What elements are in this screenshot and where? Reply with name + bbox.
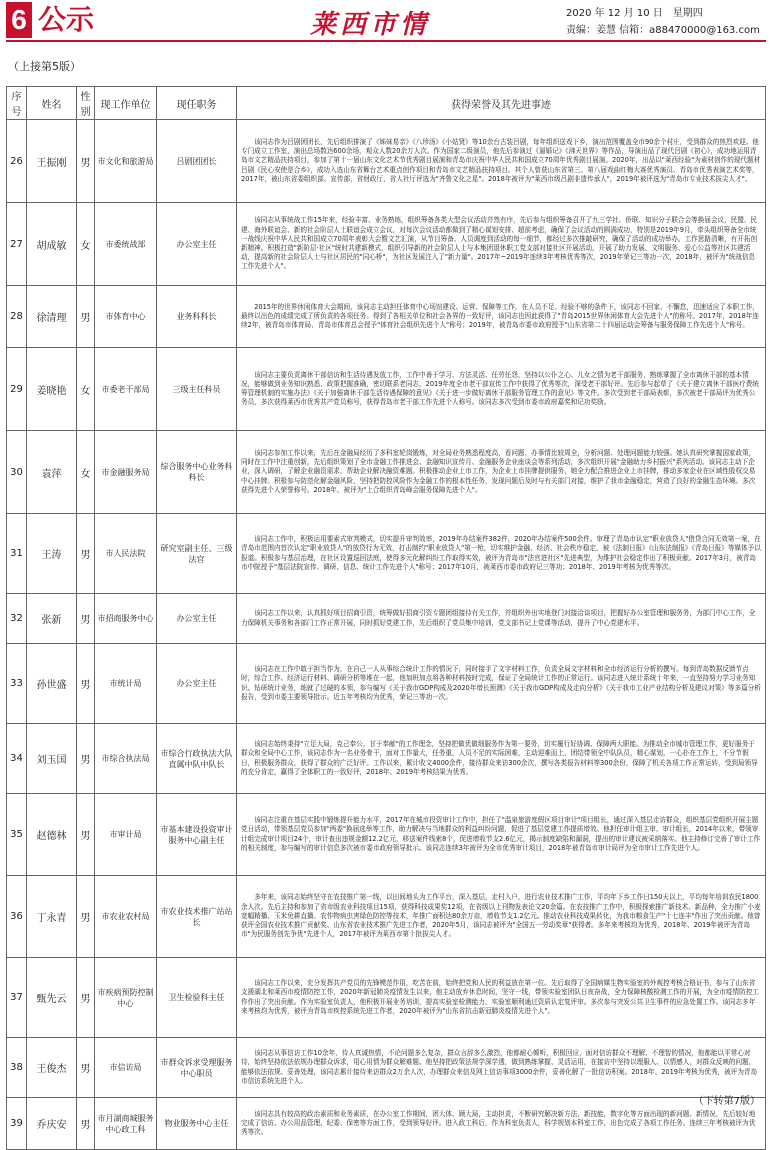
header-name: 姓名 <box>27 87 77 120</box>
row-deeds: 该同志在工作中敢于担当作为，在自己一人从事综合统计工作的情况下，同时接手了文字材料工作，负责全局文字材料和全市经济运行分析的撰写。每到青岛数据反馈节点时，综合工作、经济运行材料、调研分析等堆在一起，他加班加点将各种材料按时完成，保证了全局统计工作的正常运行。该同志进入统计系统十年来，一直坚持努力学习业务知识、钻研统计业务，练就了过硬的本领，参与编写《关于我市GDP构成及2020年增长预测》《关于我市GDP构成及走向分析》《关于我市工业产业结构分析及建议对策》等多篇分析报告，受到市委主要领导批示。近五年考核均为优秀，荣记三等功一次。 <box>237 644 766 724</box>
row-name: 赵德林 <box>27 794 77 876</box>
row-deeds: 该同志注重在基层实践中锻炼提升能力水平，2017年在城市投资审计工作中，担任了"温泉旅游度假区项目审计"项目组长，通过深入基层走访群众，组织基层党组织开展主题党日活动，带领基层党员参加"两委"换届选举等工作，助力解决与当地群众的利益纠纷问题，促进了基层党建工作提质增效。他担任审计组主审、审计组长，2014年以来，带领审计组完成审计项目24个，审计查出违规金额12.2亿元，移送案件线索8个，促进增收节支2.6亿元，揭示制度缺陷和漏洞，提出的审计建议被采纳落实。他主持修订完善了审计工作的相关制度，参与编写的审计信息多次被市委市政府领导批示。该同志连续3年被评为全市优秀审计项目，2018年被青岛市审计局评为全市审计工作先进个人。 <box>237 794 766 876</box>
table-row <box>7 794 766 876</box>
row-no: 39 <box>7 1098 27 1150</box>
table-row <box>7 724 766 794</box>
row-deeds: 该同志工作以来，充分发挥共产党员的先锋模范作用，吃苦在前，始终把党和人民的利益放在第一位。先后取得了全国病媒生物实验室的外观控考核合格证书，参与了山东省支援湖北和莱西市疫情防控工作，2020年新冠肺炎疫情发生以来，他主动放弃休息时间，坚守一线，带领实验室团队日夜奋战，全力保障核酸检测工作的开展，为全市疫情防控工作作出了突出贡献。作为实验室负责人，他积极开展业务培训，提高实验室检测能力，实验室顺利通过资质认定复评审。多次参与突发公共卫生事件的应急处置工作。该同志多年来考核均为优秀，被评为青岛市疾控系统先进工作者，2020年被评为"山东省抗击新冠肺炎疫情先进个人"。 <box>237 958 766 1038</box>
row-no: 37 <box>7 958 27 1038</box>
row-name: 徐清理 <box>27 286 77 348</box>
row-position: 吕剧团团长 <box>157 120 237 203</box>
row-unit: 市信访局 <box>95 1038 157 1098</box>
editor-info: 责编：姜慧 信箱：a88470000@163.com <box>566 25 760 36</box>
header-gender: 性别 <box>77 87 95 120</box>
continued-to: （下转第7版） <box>693 1096 760 1107</box>
row-deeds: 该同志从事信访工作10余年，待人真诚热情，不论问题多么复杂，群众言辞多么激烈，他都耐心倾听，积极回应，面对信访群众不理解、不理智的情况，他都能以平常心对待，始终坚持依法依规办理群众诉求，用心用情为群众解难题。他坚持把政策法规学深学透，做到熟练掌握、灵活运用，在接访中坚持以理服人、以情感人，对群众反映的问题，能够依法依规、妥善处理，该同志累计接待来访群众2万余人次，办理群众来信及网上信访事项3000余件，妥善化解了一批信访积案。2018年、2019年考核为优秀，被评为青岛市信访系统先进个人。 <box>237 1038 766 1098</box>
row-name: 王涛 <box>27 514 77 594</box>
row-position: 研究室副主任、三级法官 <box>157 514 237 594</box>
row-gender: 男 <box>77 286 95 348</box>
row-position: 市群众诉求受理服务中心职员 <box>157 1038 237 1098</box>
header-no: 序号 <box>7 87 27 120</box>
table-row <box>7 431 766 514</box>
row-gender: 女 <box>77 348 95 431</box>
row-deeds: 2015年的世界休闲体育大会期间，该同志主动担任体育中心场馆建设、运营、保障等工作，在人员不足、经验不够的条件下，该同志不回家、不懈怠，迅速适应了本职工作，最终以出色的成绩完成了所负责的各项任务。得到了各相关单位和社会各界的一致好评，该同志也因此获得了"青岛2015世界休闲体育大会先进个人"的称号。2017年，2018年连续2年，被青岛市体育局、青岛市体育总会授予"体育社会组织先进个人"称号；2019年，被青岛市委市政府授予"山东省第二十四届运动会筹备与服务保障工作先进个人"称号。 <box>237 286 766 348</box>
row-gender: 男 <box>77 876 95 958</box>
row-name: 孙世盛 <box>27 644 77 724</box>
row-no: 26 <box>7 120 27 203</box>
issue-date: 2020 年 12 月 10 日 星期四 <box>566 8 703 19</box>
row-gender: 男 <box>77 958 95 1038</box>
row-deeds: 该同志工作中，积极运用要素式审判模式，切实提升审判效率，2019年办结案件382件，2020年办结案件500余件。审理了青岛市认定"职业放贷人"借贷合同无效第一案，在青岛市范围内首次认定"职业放贷人"的放贷行为无效，打击制约"职业放贷人"第一枪，切实维护金融、经济、社会秩序稳定，被《法制日报》《山东法制报》《青岛日报》等媒体予以报道。积极参与基层治理，在社区设置巡回法庭，使得多元化解纠纷工作取得实效，被评为青岛市"法官进社区"先进典型，为维护社会稳定作出了积极贡献。2017年3月，被青岛市中院授予"基层法院宣传、调研、信息、统计工作先进个人"称号；2017年10月，被莱西市委市政府记三等功；2018年、2019年考核为优秀等次。 <box>237 514 766 594</box>
row-deeds: 该同志作为吕剧团团长，先后组织排演了《姊妹易亲》《八珍汤》《小姑贤》等10余台古装吕剧，每年组织送戏下乡，演出范围覆盖全市90余个村庄，受到群众的热烈欢迎。他专门成立工作室，演出总场数达600余场，观众人数20余万人次。作为国家二级演员，他先后参演过《逼婚记》《沸天世界》等作品，导演出品了现代吕剧《初心》，成功地运用青岛市文艺精品扶持项目，参加了第十一届山东文化艺术节优秀剧目展演和青岛市庆祝中华人民共和国成立70周年优秀剧目展演。2020年，出品以"莱西经验"为素材创作的现代题材吕剧《民心安使是合乡》，成功入选山东省舞台艺术重点创作项目和青岛市文艺精品扶持项目。其个人曾获山东省第三、第八届戏曲红梅大赛优秀演员、青岛市优秀表演艺术奖等，2017年，被山东省委组织部、宣传部，省财政厅、省人社厅评选为"齐鲁文化之星"。2018年被评为"莱西市级吕剧非遗传承人"，2019年被评选为"青岛市专业技术拔尖人才"。 <box>237 120 766 203</box>
table-row <box>7 876 766 958</box>
row-name: 王振刚 <box>27 120 77 203</box>
row-unit: 市委统战部 <box>95 203 157 286</box>
header-rule <box>6 40 766 42</box>
row-unit: 市月湖商城服务中心政工科 <box>95 1098 157 1150</box>
row-deeds: 该同志参加工作以来，先后在金融局经历了多科室轮岗锻炼，对全局业务熟悉程度高，看问题、办事情比较周全，分析问题、处理问题能力较强。她认真研究掌握国家政策，同时在工作中注重创新，先后组织策划了全市金融工作推进会、金融知识宣传月、金融服务企业座谈会等系列活动，多次组织开展"金融助力乡村振兴"系列活动。该同志主动下企业，深入调研，了解企业融资需求，帮助企业解决融资难题。积极推动企业上市工作，为企业上市挂牌提供服务，她全力配合推进企业上市挂牌，推动多家企业在区域性股权交易中心挂牌。积极参与防范化解金融风险，坚持把防控风险作为金融工作的根本性任务，发现问题后及时与有关部门对接，维护了我市金融稳定，营造了良好的金融生态环境。多次获得先进个人荣誉称号。2018年，被评为"上合组织青岛峰会服务保障先进个人"。 <box>237 431 766 514</box>
row-deeds: 该同志工作以来，认真抓好项目招商引资，统筹做好招商引资专题团组接待有关工作，并组织外出实地登门对接洽谈项目，把握好办公室管理和服务务，为部门中心工作，全力保障机关事务和各部门工作正常开展，同时抓好党建工作，先后组织了党员集中培训，党支部书记上党课等活动，提升了中心党建水平。 <box>237 594 766 644</box>
row-no: 31 <box>7 514 27 594</box>
row-position: 市农业技术推广站站长 <box>157 876 237 958</box>
row-unit: 市委老干部局 <box>95 348 157 431</box>
row-no: 30 <box>7 431 27 514</box>
row-unit: 市疾病预防控制中心 <box>95 958 157 1038</box>
row-gender: 男 <box>77 514 95 594</box>
row-gender: 男 <box>77 724 95 794</box>
row-name: 乔庆安 <box>27 1098 77 1150</box>
row-name: 姜晓艳 <box>27 348 77 431</box>
continued-from: （上接第5版） <box>8 60 81 73</box>
row-gender: 男 <box>77 120 95 203</box>
table-row <box>7 644 766 724</box>
row-unit: 市统计局 <box>95 644 157 724</box>
row-unit: 市招商服务中心 <box>95 594 157 644</box>
row-gender: 女 <box>77 203 95 286</box>
row-position: 三级主任科员 <box>157 348 237 431</box>
honor-table <box>6 86 766 1150</box>
row-unit: 市体育中心 <box>95 286 157 348</box>
row-deeds: 该同志始终秉持"立足大局，克己奉公，甘于奉献"的工作理念，坚持把做优做细服务作为第一要务，切实履行好协调、保障两大职能。为推动全市城市管理工作，更好服务于群众和全局中心工作，该同志作为一名业务骨干，面对工作量大，任务重，人员不足的实际困难，主动迎难而上，团结带领全中队队员，精心谋划，一心扑在工作上，不分节假日，积极服务群众，获得了群众的广泛好评。工作以来，累计收文4000余件，接待群众来访300余次，撰写各类报告材料等300余份，保障了机关各项工作正常运转，受到局领导的充分肯定，赢得了全体职工的一致好评，2018年、2019年考核结果为优秀。 <box>237 724 766 794</box>
table-row <box>7 514 766 594</box>
table-row <box>7 1038 766 1098</box>
row-name: 丁永青 <box>27 876 77 958</box>
row-unit: 市文化和旅游局 <box>95 120 157 203</box>
row-unit: 市金融服务局 <box>95 431 157 514</box>
row-unit: 市综合执法局 <box>95 724 157 794</box>
row-position: 物业服务中心主任 <box>157 1098 237 1150</box>
row-deeds: 该同志主要负责离休干部信访和生活待遇发放工作，工作中善于学习、方法灵活、任劳任怨，坚持以公仆之心、儿女之情为老干部服务，熟练掌握了全市离休干部的基本情况，能够做到业务知识熟悉、政策把握准确，密切联系老同志，2019年度全市老干部宣传工作中获得了优秀等次，深受老干部好评。先后参与起草了《关于建立离休干部医疗费统筹管理机制的实施办法》《关于加强离休干部生活待遇保障的意见》《关于进一步做好离休干部服务管理工作的意见》等文件。多次受到老干部局表彰，多次被老干部局评为优秀公务员，多次获得莱西市优秀共产党员称号，获得青岛市老干部工作先进个人称号。该同志多次受到市委市政府嘉奖和记功奖励。 <box>237 348 766 431</box>
header-unit: 现工作单位 <box>95 87 157 120</box>
row-no: 36 <box>7 876 27 958</box>
row-name: 王俊杰 <box>27 1038 77 1098</box>
header-position: 现任职务 <box>157 87 237 120</box>
row-no: 38 <box>7 1038 27 1098</box>
row-name: 袁萍 <box>27 431 77 514</box>
row-name: 胡成敏 <box>27 203 77 286</box>
row-gender: 男 <box>77 1038 95 1098</box>
row-no: 32 <box>7 594 27 644</box>
row-gender: 男 <box>77 644 95 724</box>
row-gender: 男 <box>77 594 95 644</box>
row-gender: 男 <box>77 794 95 876</box>
row-deeds: 该同志从事统战工作15年来，经验丰富、业务熟练，组织筹备各类大型会议活动井然有序，先后参与组织筹备召开了九三学社、侨联、知识分子联合会等换届会议，民盟、民建、海外联谊会、新的社会阶层人士联谊会成立会议，对每次会议活动都做到了精心谋划安排、超前考虑，确保了会议活动的圆满成功，特别是2019年9月，牵头组织筹备全市统一战线庆祝中华人民共和国成立70周年表彰大会暨文艺汇演，从节目筹备、人员调度到活动的每一细节，都经过多次推敲研究，确保了活动的成功举办。工作思路清晰，有开拓创新精神。积极打造"新阶层·社区"统时共建新模式，组织引导新的社会阶层人士与本集团退休职工党支部对接社区开展活动，开展了助力发展、文明服务、爱心公益等社区共建活动，提高新的社会阶层人士与社区居民的"同心桥"，为社区发展注入了"新力量"。2017年~2019年连续3年考核优秀等次，2019年荣记三等功一次，2018年，被评为"统战信息工作先进个人"。 <box>237 203 766 286</box>
row-no: 28 <box>7 286 27 348</box>
table-row <box>7 348 766 431</box>
table-row <box>7 286 766 348</box>
row-position: 卫生检验科主任 <box>157 958 237 1038</box>
row-deeds: 多年来，该同志始终坚守在农技推广第一线，以田间地头为工作平台，深入基层，走村入户，进行农业技术推广工作，平均年下乡工作日150天以上，平均每年培训农民1800余人次。先后主持和参加了省市级农业科技项目15项，获得科技成果奖12项，在省级以上刊物发表论文20余篇。在农技推广工作中，积极探索推广新技术、新品种，全力推广小麦宽幅精播、玉米免耕直播、农作物病虫害绿色防控等技术，年推广面积达80余万亩，增收节支1.2亿元。推动农业科技成果转化，为我市粮食生产"十七连丰"作出了突出贡献。他曾获评全国农业技术推广贡献奖、山东省农业技术推广先进工作者，2020年5月，该同志被评为"全国五一劳动奖章"获得者。多年来考核均为优秀，2018年、2019年被评为青岛市"为民服务创先争优"先进个人，2017年被评为莱西市第十批拔尖人才。 <box>237 876 766 958</box>
row-position: 综合服务中心业务科科长 <box>157 431 237 514</box>
row-position: 市基本建设投资审计服务中心副主任 <box>157 794 237 876</box>
row-no: 33 <box>7 644 27 724</box>
row-no: 29 <box>7 348 27 431</box>
page-header <box>0 0 772 44</box>
table-row <box>7 203 766 286</box>
row-name: 甄先云 <box>27 958 77 1038</box>
newspaper-masthead: 莱西市情 <box>310 10 431 40</box>
table-row <box>7 594 766 644</box>
table-row <box>7 120 766 203</box>
row-name: 刘玉国 <box>27 724 77 794</box>
row-gender: 男 <box>77 1098 95 1150</box>
row-position: 市综合行政执法大队直属中队中队长 <box>157 724 237 794</box>
row-no: 35 <box>7 794 27 876</box>
row-gender: 女 <box>77 431 95 514</box>
table-row <box>7 958 766 1038</box>
row-name: 张新 <box>27 594 77 644</box>
row-position: 业务科科长 <box>157 286 237 348</box>
row-no: 27 <box>7 203 27 286</box>
row-position: 办公室主任 <box>157 594 237 644</box>
page-number: 6 <box>6 2 32 38</box>
row-position: 办公室主任 <box>157 203 237 286</box>
table-row <box>7 1098 766 1150</box>
row-unit: 市农业农村局 <box>95 876 157 958</box>
header-deeds: 获得荣誉及其先进事迹 <box>237 87 766 120</box>
row-unit: 市审计局 <box>95 794 157 876</box>
row-no: 34 <box>7 724 27 794</box>
section-title: 公示 <box>38 3 95 36</box>
table-header-row <box>7 87 766 120</box>
row-position: 办公室主任 <box>157 644 237 724</box>
row-unit: 市人民法院 <box>95 514 157 594</box>
row-deeds: 该同志具有较高的政治素质和业务素质，在办公室工作期间，团大体、顾大局，主动担责，不断研究解决新方法、新技能，数字化等方面出现的新问题、新情况，先后较好地完成了信访、办公用品管理、纪委、保密等方面工作，受到领导好评。进入政工科后，作为科室负责人，科学规划本科室工作，出色完成了各项工作任务。连续三年考核被评为优秀等次。 <box>237 1098 766 1150</box>
